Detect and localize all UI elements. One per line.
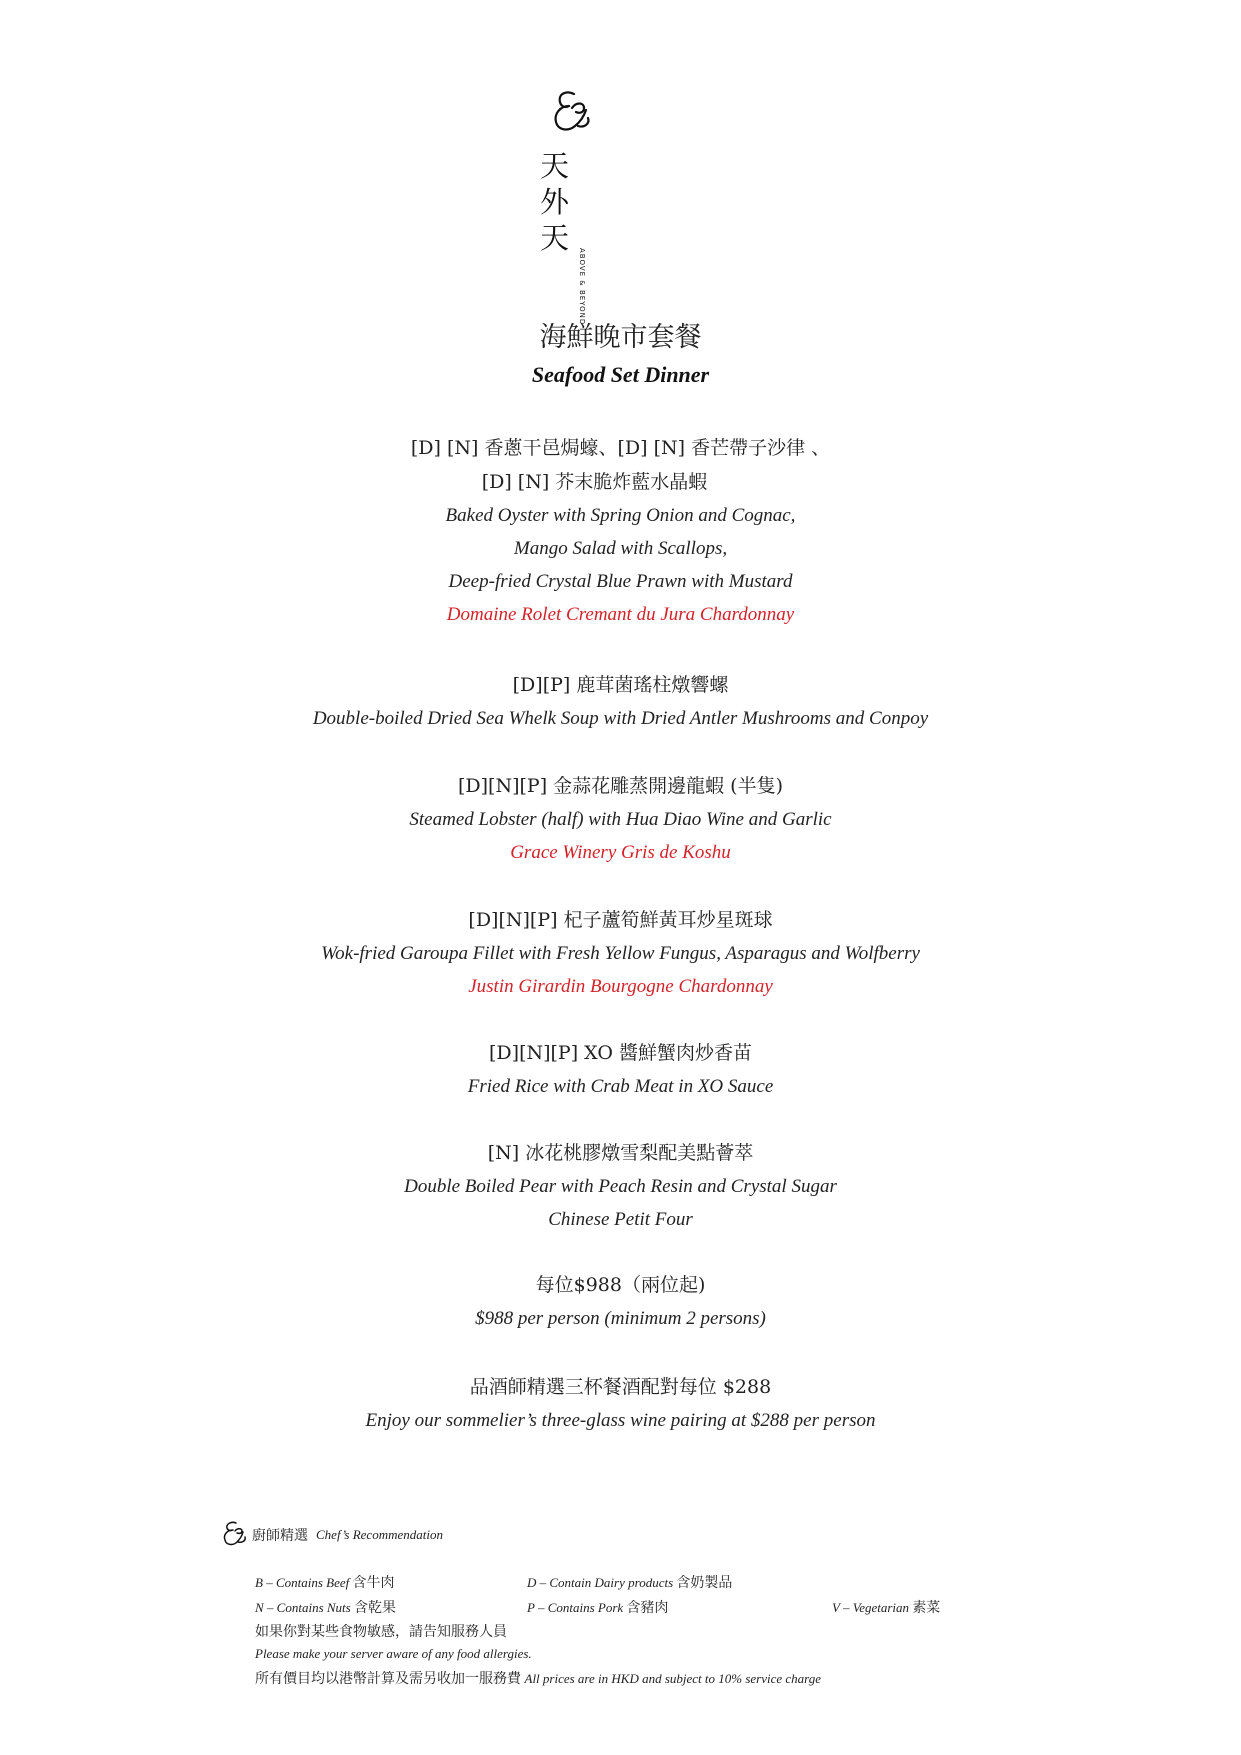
legend-zh: 含乾果 [353,1600,396,1616]
legend-zh: 含牛肉 [352,1575,395,1591]
pairing-en: Enjoy our sommelier’s three-glass wine pairing at $288 per person [365,1410,876,1431]
service-charge-note [255,1668,821,1688]
allergy-note-zh: 如果你對某些食物敏感，請告知服務人員 [255,1624,507,1640]
menu-title [0,318,1241,392]
course-zh-line: [D] [N] 芥末脆炸藍水晶蝦 [481,471,708,493]
course-3 [0,769,1241,869]
course-en-line: Double-boiled Dried Sea Whelk Soup with Dried Antler Mushrooms and Conpoy [312,708,929,729]
logo-char: 外 [540,185,570,219]
restaurant-logo [540,88,600,326]
legend-nuts [255,1597,396,1617]
legend-dairy [527,1572,732,1592]
course-zh-line: [D] [N] 香蔥干邑焗蠔、[D] [N] 香芒帶子沙律 、 [410,437,831,459]
course-en-line: Deep-fried Crystal Blue Prawn with Mustard [448,571,793,592]
pairing-block [0,1370,1241,1437]
legend-en: V – Vegetarian [832,1600,910,1615]
logo-char: 天 [540,149,570,183]
pairing-zh: 品酒師精選三杯餐酒配對每位 $288 [469,1376,772,1398]
legend-pork [527,1597,668,1617]
chef-recommendation-legend [220,1520,443,1550]
course-en-line: Double Boiled Pear with Peach Resin and Crystal Sugar [404,1176,837,1197]
title-zh: 海鮮晚市套餐 [539,322,702,353]
legend-en: P – Contains Pork [527,1600,624,1615]
legend-zh: 含奶製品 [676,1575,733,1591]
course-2 [0,668,1241,735]
legend-zh: 素菜 [912,1600,941,1616]
price-en: $988 per person (minimum 2 persons) [475,1308,766,1329]
legend-en: D – Contain Dairy products [527,1575,674,1590]
legend-vegetarian [832,1597,940,1617]
ampersand-cloud-logo-icon [548,88,594,146]
chef-label-en: Chef’s Recommendation [316,1527,443,1542]
wine-pairing: Justin Girardin Bourgogne Chardonnay [468,976,773,997]
chef-label-zh: 廚師精選 [252,1528,308,1544]
logo-chinese-name [540,148,572,256]
course-en-line: Steamed Lobster (half) with Hua Diao Wine and Garlic [409,809,832,830]
chef-recommendation-icon [220,1520,248,1550]
price-zh: 每位$988（兩位起) [535,1274,706,1296]
legend-en: B – Contains Beef [255,1575,350,1590]
course-zh-line: [D][P] 鹿茸菌瑤柱燉響螺 [512,674,729,696]
price-block [0,1268,1241,1335]
course-zh-line: [D][N][P] 金蒜花雕蒸開邊龍蝦 (半隻) [457,775,784,797]
course-en-line: Wok-fried Garoupa Fillet with Fresh Yellow Fungus, Asparagus and Wolfberry [321,943,920,964]
course-1 [0,431,1241,631]
course-6 [0,1136,1241,1236]
course-5 [0,1036,1241,1103]
logo-english-name: ABOVE & BEYOND [578,248,586,326]
service-note-zh: 所有價目均以港幣計算及需另收加一服務費 [255,1671,521,1687]
course-en-line: Mango Salad with Scallops, [513,538,728,559]
course-en-line: Chinese Petit Four [548,1209,693,1230]
course-zh-line: [N] 冰花桃膠燉雪梨配美點薈萃 [487,1142,754,1164]
course-en-line: Baked Oyster with Spring Onion and Cognac, [445,505,796,526]
logo-char: 天 [540,221,570,255]
legend-beef [255,1572,395,1592]
course-en-line: Fried Rice with Crab Meat in XO Sauce [467,1076,774,1097]
legend-en: N – Contains Nuts [255,1600,351,1615]
wine-pairing: Grace Winery Gris de Koshu [510,842,731,863]
course-zh-line: [D][N][P] 杞子蘆筍鮮黃耳炒星斑球 [468,909,773,931]
title-en: Seafood Set Dinner [531,362,710,387]
allergy-note-en: Please make your server aware of any food allergies. [255,1646,532,1661]
wine-pairing: Domaine Rolet Cremant du Jura Chardonnay [446,604,795,625]
service-note-en: All prices are in HKD and subject to 10% service charge [524,1671,822,1686]
legend-zh: 含豬肉 [626,1600,669,1616]
course-4 [0,903,1241,1003]
course-zh-line: [D][N][P] XO 醬鮮蟹肉炒香苗 [489,1042,752,1064]
